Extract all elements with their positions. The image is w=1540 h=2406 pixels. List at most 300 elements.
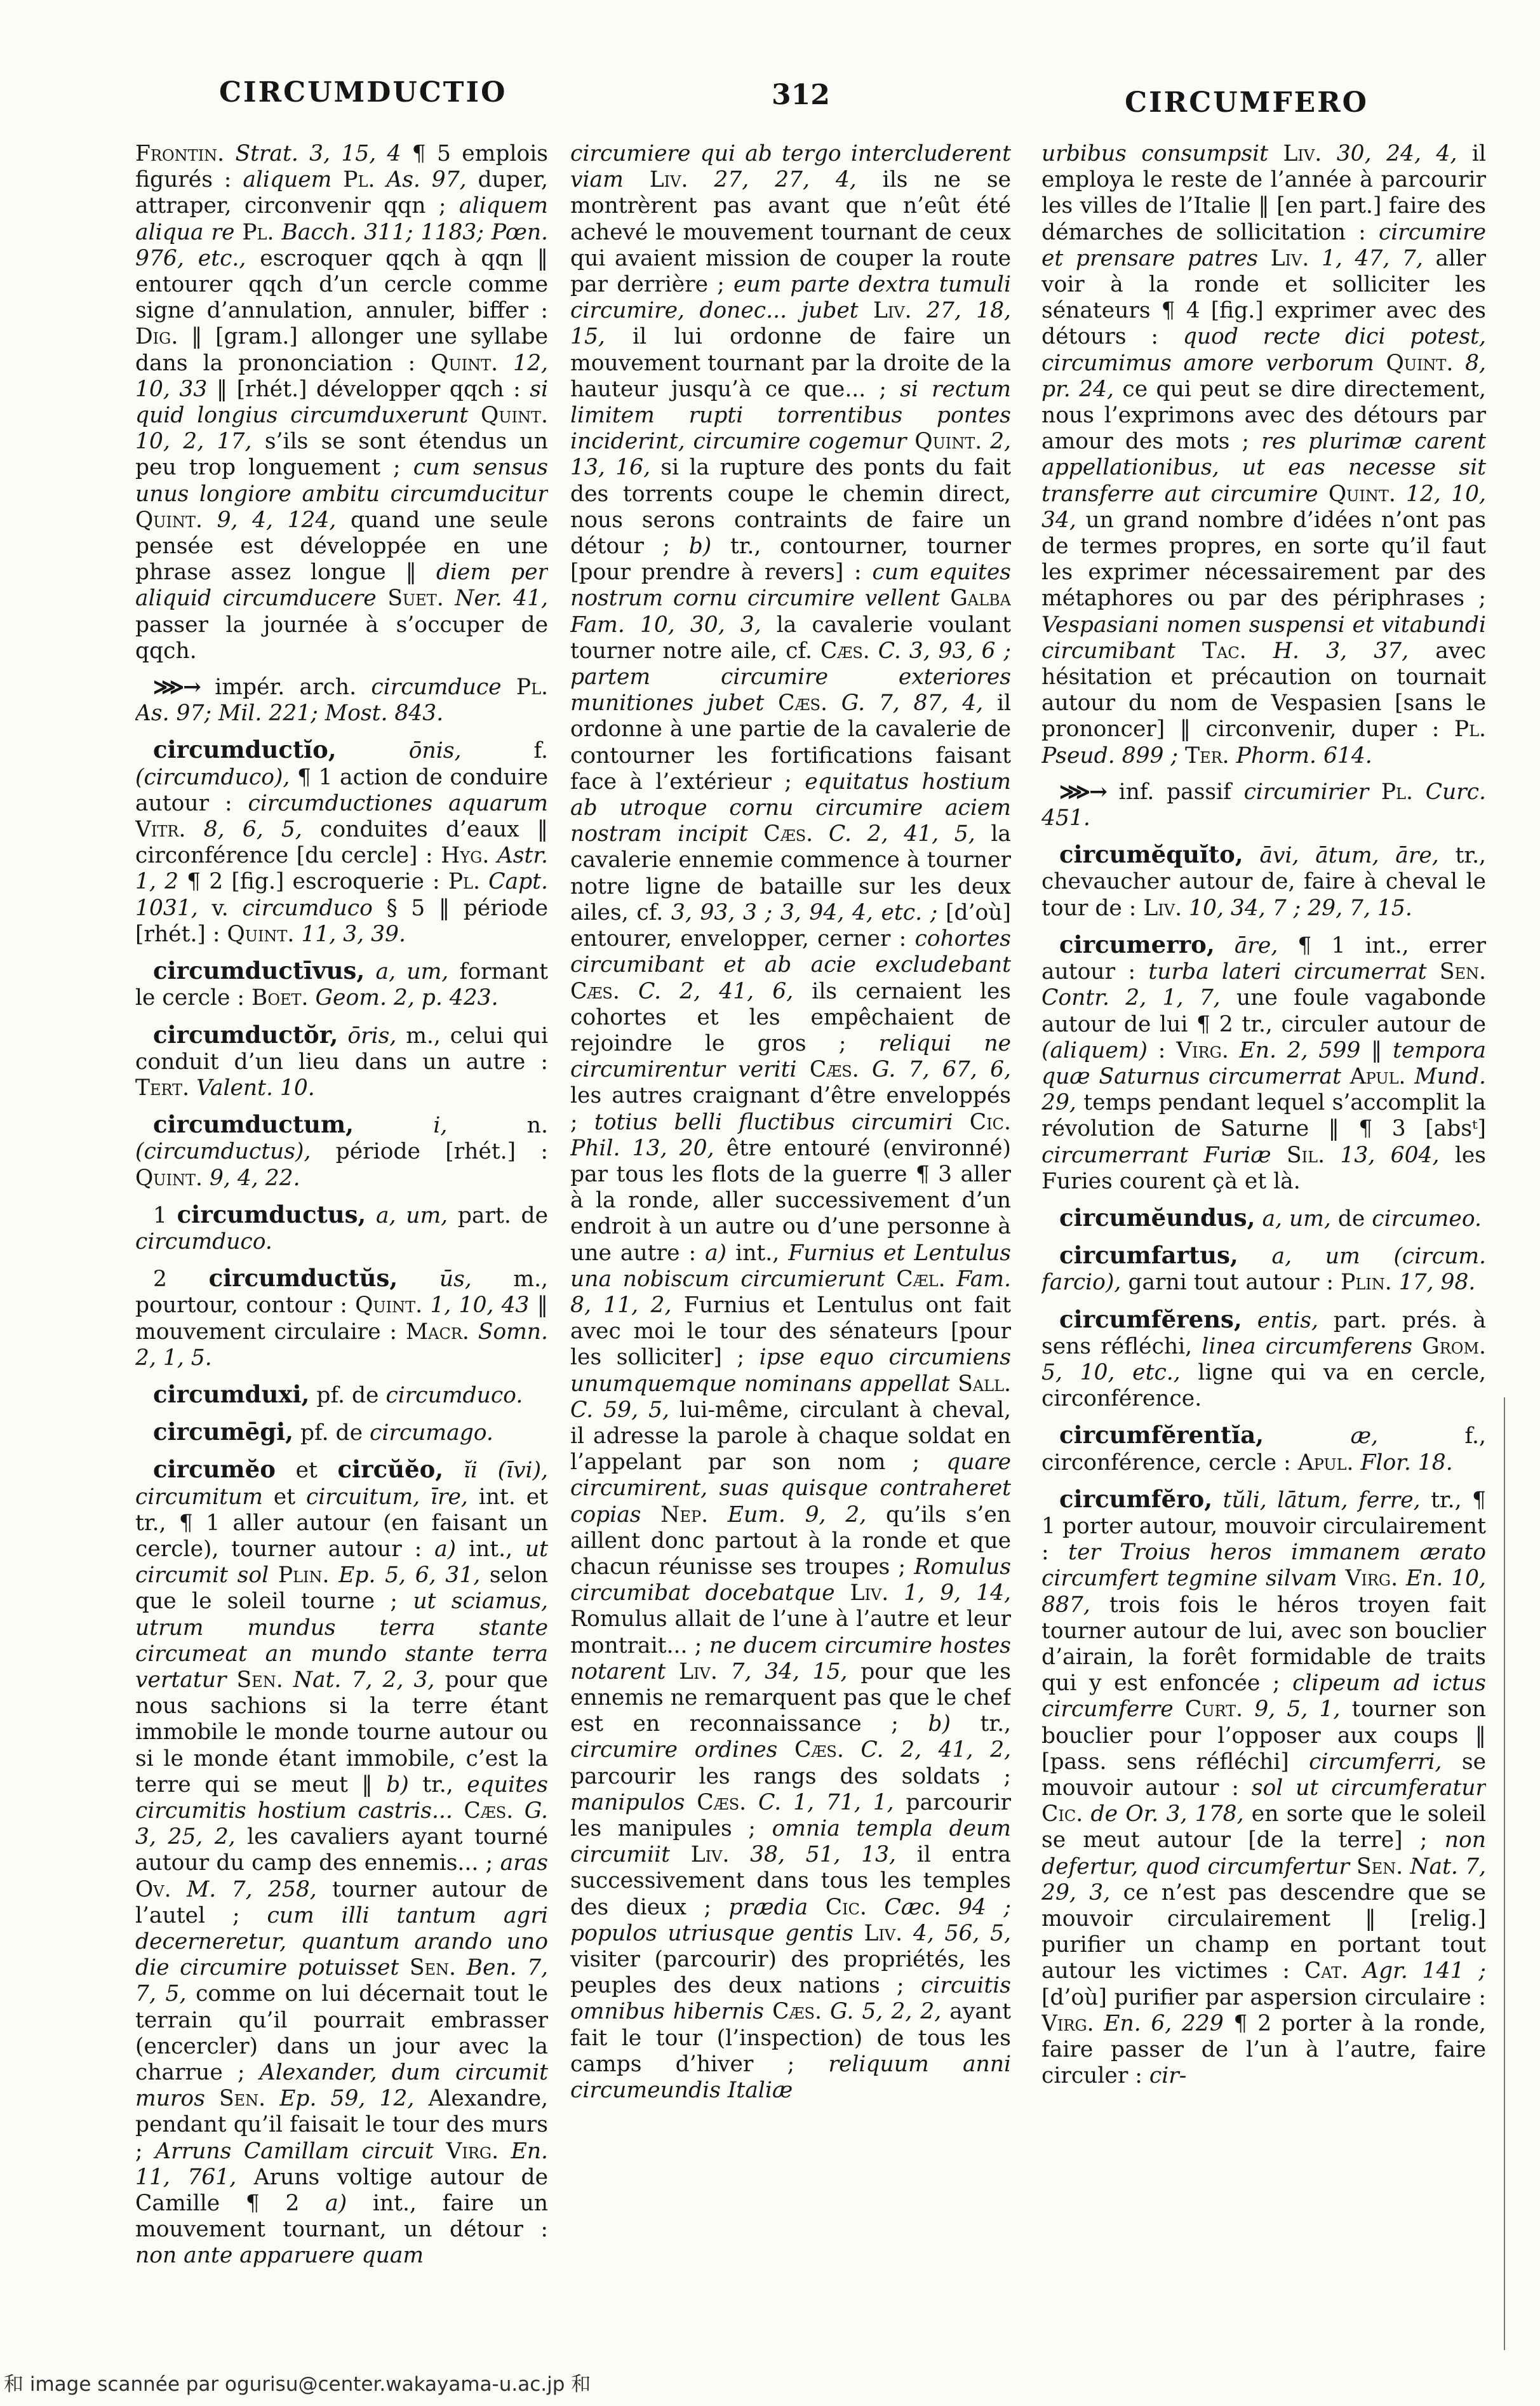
entry-text [854,1921,864,1946]
entry-text [1175,638,1202,664]
small-caps-text: Cæs. [697,1789,747,1815]
italic-text: Curc. 451. [1041,779,1486,831]
entry-text: Alexandre, pendant qu’il faisait le tour des murs ; [135,2086,548,2164]
entry-text [331,167,343,192]
entry-text: tr., ¶ 1 porter autour, mouvoir circulairement : [1041,1487,1486,1566]
italic-text: Capt. 1031, [135,869,548,921]
italic-text: æ, [1350,1423,1378,1449]
entry-text: qu’ils s’en aillent donc partout à la ronde et que chacun réunisse ses troupes ; [570,1502,1011,1580]
entry-text [294,922,301,947]
page-number: 312 [772,79,830,111]
italic-text: Nat. 7, 2, 3, [293,1667,435,1693]
italic-text: Mund. 29, [1041,1063,1486,1116]
small-caps-text: Pl. [448,869,480,895]
entry-text: f. [461,738,548,764]
italic-text: 4, 56, 5, [913,1920,1011,1946]
small-caps-text: Boet. [251,985,309,1011]
italic-text: cum illi tantum agri decerneretur, quantum arando uno die circumire potuisset [135,1902,548,1981]
dictionary-entry [1041,842,1486,922]
entry-text: ‖ mouvement circulaire : [135,1293,548,1345]
entry-text: tr., chevaucher autour de, faire à cheval le tour de : [1041,843,1486,921]
italic-text: 12, 10, 34, [1041,481,1486,533]
entry-text: en sorte que le soleil se meut autour [de la terre] ; [1041,1801,1486,1853]
entry-text [398,1267,439,1292]
italic-text: Ep. 5, 6, 31, [338,1563,481,1589]
column-middle [570,141,1011,2339]
italic-text: circumductiones aquarum [248,790,548,816]
italic-text: Phil. 13, 20, [570,1135,714,1161]
entry-text [946,1267,957,1292]
entry-text [1341,1064,1350,1089]
italic-text: non defertur, quod circumfertur [1041,1827,1486,1879]
entry-text [434,2139,446,2164]
small-caps-text: Liv. [679,1658,718,1684]
italic-text: manipulos [570,1789,685,1815]
italic-text: reliquum anni circumeundis Italiæ [570,2051,1011,2104]
italic-text: 10, 34, 7 ; 29, 7, 15. [1189,895,1412,921]
italic-text: 27, 18, 15, [570,298,1011,350]
italic-text: ut sciamus, utrum mundus terra stante circumeat an mundo stante terra vertatur [135,1589,548,1693]
entry-text: ‖ [gram.] allonger une syllabe dans la prononciation : [135,324,548,376]
entry-text: se mouvoir autour : [1041,1749,1486,1801]
small-caps-text: Plin. [278,1563,330,1589]
italic-text: Ner. 41, [455,586,548,612]
dictionary-entry [1041,1422,1486,1475]
italic-text: Geom. 2, p. 423. [315,985,499,1011]
headword: circumĕundus, [1059,1203,1255,1232]
italic-text: C. 2, 41, 6, [638,978,794,1004]
headword: circumfĕro, [1059,1484,1213,1513]
entry-text [1229,743,1236,769]
small-caps-text: Vitr. [135,817,186,843]
entry-text [906,429,914,454]
small-caps-text: Sall. [958,1371,1011,1397]
entry-text [808,1895,825,1920]
entry-text [1405,1064,1414,1089]
entry-text [309,985,316,1011]
italic-text: non ante apparuere quam [135,2243,424,2269]
italic-text: ĭi (īvi), circumitum [135,1458,548,1510]
italic-text: G. 3, 25, 2, [135,1798,548,1850]
italic-text: Fam. 8, 11, 2, [570,1266,1011,1318]
entry-text [480,869,488,894]
italic-text: C. 2, 41, 2, [860,1737,1011,1763]
italic-text: 10, 2, 17, [135,429,252,455]
entry-text [1396,481,1406,507]
entry-text [365,959,375,985]
entry-text [708,1502,728,1528]
entry-text [912,298,927,323]
entry-text [338,1023,347,1049]
entry-text: ‖ [1360,1037,1393,1063]
entry-text [953,1110,970,1135]
small-caps-text: Cæs. [570,978,620,1004]
entry-text [1242,1308,1257,1333]
italic-text: C. 3, 93, 6 ; partem circumire exteriores munitiones jubet [570,638,1011,716]
column-right [1041,141,1486,2339]
entry-text [748,821,764,847]
entry-text [1453,351,1465,376]
small-caps-text: Apul. [1349,1063,1406,1089]
italic-text: cohortes circumibant et ab acie excludebant [570,926,1011,978]
entry-text: pf. de [309,1382,386,1408]
italic-text: circumago. [370,1420,493,1446]
italic-text: Valent. 10. [196,1075,315,1101]
italic-text: sol ut circumferatur [1251,1775,1486,1801]
entry-text: quand une seule pensée est développée en une phrase assez longue ‖ [135,507,548,586]
italic-text: ipse equo circumiens unumquemque nominans appellat [570,1345,1011,1397]
italic-text: circumerrant Furiæ [1041,1142,1271,1168]
entry-text: Romulus allait de l’une à l’autre et leur montrait... ; [570,1606,1011,1658]
italic-text: 38, 51, 13, [750,1842,897,1868]
entry-text [205,2086,219,2111]
headword: circumduxi, [153,1380,310,1408]
italic-text: Arruns Camillam circuit [155,2138,434,2164]
italic-text: En. 6, 229 [1104,2010,1224,2036]
entry-text [764,690,778,716]
entry-text [498,351,513,376]
entry-text: tr., [950,1711,1011,1737]
small-caps-text: Nep. [660,1502,709,1528]
italic-text: omnia templa deum circumiit [570,1816,1011,1868]
entry-text: § 5 ‖ période [rhét.] : [135,895,548,947]
entry-text [797,1057,810,1082]
entry-text: ayant fait le tour (l’inspection) de tous les camps d’hiver ; [570,1999,1011,2077]
entry-text [375,167,386,192]
small-caps-text: Liv. [690,1842,730,1868]
italic-text: Flor. 18. [1360,1449,1453,1475]
entry-text [1243,1697,1254,1722]
small-caps-text: Quint. [914,429,982,455]
small-caps-text: Cæs. [794,1737,844,1763]
entry-text [1325,1143,1340,1168]
entry-text [777,1737,794,1763]
small-caps-text: Cæl. [896,1266,946,1292]
headword: circumĕo [153,1455,276,1484]
entry-text [1174,1697,1185,1722]
entry-text [185,817,203,842]
entry-text [1264,1423,1351,1449]
entry-text [729,1842,750,1867]
small-caps-text: Sen. [1356,1853,1403,1879]
entry-text: il ordonne à une partie de la cavalerie de contourner les fortifications faisant face à l’extérieur ; [570,690,1011,795]
entry-text: la cavalerie voulant tourner notre aile, cf. [570,612,1011,664]
entry-text: Furnius et Lentulus ont fait avec moi le tour des sénateurs [pour les solliciter] ; [570,1292,1011,1371]
italic-text: si rectum limitem rupti torrentibus pontes inciderint, circumire cogemur [570,376,1011,455]
italic-text: 8, pr. 24, [1041,350,1486,402]
dictionary-entry [135,958,548,1011]
dictionary-entry [1041,1307,1486,1413]
entry-text: pour que nous sachions si la terre étant immobile le monde tourne autour ou si le monde étant immobile, c’est la terre qui se meut ‖ [135,1667,548,1798]
italic-text: tempora quæ Saturnus circumerrat [1041,1037,1486,1089]
small-caps-text: Suet. [387,586,444,612]
entry-text [1318,481,1329,507]
entry-text: [d’où] purifier par aspersion circulaire : [1041,1984,1486,2010]
dictionary-entry [1041,932,1486,1195]
entry-text [1403,1854,1410,1879]
italic-text: circumduco. [135,1228,272,1254]
entry-text: être entouré (environné) par tous les flots de la guerre ¶ 3 aller à la ronde, aller successivement d’un endroit à un autre ou d’une personne à une autre : [570,1135,1011,1266]
small-caps-text: Pl. [343,167,375,193]
entry-text [499,2139,511,2164]
entry-text [1374,351,1386,376]
headword: circumfartus, [1059,1241,1238,1270]
entry-text: ¶ 1 action de conduire autour : [135,764,548,816]
italic-text: 8, 6, 5, [203,817,302,843]
entry-text [885,1267,897,1292]
headword: circŭĕo, [337,1455,444,1484]
entry-text [940,586,950,611]
entry-text [1243,843,1260,868]
dictionary-entry [1041,141,1486,769]
entry-text: il entra successivement dans tous les temples des dieux ; [570,1842,1011,1920]
entry-text [822,1999,830,2024]
italic-text: a, um, [375,959,449,985]
entry-text [468,403,481,428]
entry-text: ¶ 2 [fig.] escroquerie : [178,869,448,895]
italic-text: Somn. 2, 1, 5. [135,1319,548,1371]
italic-text: eum parte dextra tumuli circumire, donec... jubet [570,272,1011,324]
small-caps-text: Cæs. [809,1057,859,1083]
small-caps-text: Ter. [1185,743,1229,769]
italic-text: 13, 604, [1340,1142,1440,1168]
small-caps-text: Quint. [481,403,548,429]
italic-text: 9, 4, 22. [209,1165,300,1191]
small-caps-text: Sen. [1439,959,1486,985]
entry-text: ce qui peut se dire directement, nous l’exprimons avec des détours par amour des mots ; [1041,376,1486,455]
small-caps-text: Liv. [850,1580,889,1606]
headword: circumductŭs, [208,1264,398,1293]
italic-text: 11, 3, 39. [301,921,406,947]
italic-text: Vespasiani nomen suspensi et vitabundi circumibant [1041,612,1486,664]
entry-text [867,1895,884,1920]
headword: circumerro, [1059,930,1215,958]
entry-text: période [rhét.] : [311,1139,548,1165]
entry-text: passer la journée à s’occuper de qqch. [135,612,548,664]
entry-text [422,1293,430,1318]
italic-text: totius belli fluctibus circumiri [594,1109,953,1135]
italic-text: 2, 13, 16, [570,429,1011,481]
italic-text: C. 1, 71, 1, [758,1789,894,1815]
entry-text: tr., [408,1771,467,1798]
italic-text: Bacch. 311; 1183; Pœn. 976, etc., [135,219,548,271]
italic-text: ōris, [347,1023,397,1049]
headword: circumfĕrens, [1059,1305,1242,1333]
small-caps-text: Hyg. [441,843,490,869]
entry-text [1215,933,1235,958]
entry-text [443,1458,464,1483]
italic-text: circumire ordines [570,1737,778,1763]
small-caps-text: Dig. [135,324,178,350]
entry-text [456,1955,467,1980]
dictionary-entry [1041,1242,1486,1296]
italic-text: En. 2, 599 [1239,1037,1361,1063]
small-caps-text: Quint. [135,507,203,533]
italic-text: circumiere qui ab tergo intercluderent viam [570,141,1011,193]
italic-text: ōnis, [408,738,462,764]
entry-text: escroquer qqch à qqn ‖ entourer qqch d’un cercle comme signe d’annulation, annuler, biffer : [135,245,548,324]
entry-text [1349,1854,1356,1879]
small-caps-text: Cæs. [763,821,814,847]
small-caps-text: Grom. [1422,1333,1486,1359]
entry-text [330,1563,339,1588]
small-caps-text: Tert. [135,1075,190,1101]
entry-text [764,1999,772,2024]
entry-text: trois fois le héros troyen fait tourner autour de lui, avec son bouclier d’airain, la forêt formidable de traits qui y est enfoncée ; [1041,1592,1486,1697]
small-caps-text: Quint. [1386,350,1454,376]
entry-text: inf. passif [1106,779,1244,805]
headword: circumĕquĭto, [1059,840,1243,869]
italic-text: Agr. 141 ; [1363,1958,1486,1984]
italic-text: circumire et prensare patres [1041,219,1486,271]
arrow-symbol: ⋙→ [1059,779,1106,805]
headword: circumductīvus, [153,957,365,985]
entry-text [718,1659,731,1684]
small-caps-text: Cat. [1304,1958,1349,1984]
small-caps-text: Liv. [649,167,688,193]
small-caps-text: Pl. [242,219,274,245]
small-caps-text: Liv. [1143,895,1182,921]
italic-text: 9, 4, 124, [217,507,337,533]
entry-text: et [262,1484,306,1510]
italic-text: H. 3, 37, [1273,638,1409,664]
italic-text: aliquem [243,167,332,193]
entry-text [1238,1244,1272,1269]
entry-text: int., [726,1240,789,1266]
italic-text: i, [433,1113,448,1139]
italic-text: prædia [728,1894,808,1920]
italic-text: circumduco [242,895,373,921]
entry-text: aller voir à la ronde et solliciter les sénateurs ¶ 4 [fig.] exprimer avec des détours : [1041,245,1486,350]
italic-text: ut circumit sol [135,1536,548,1589]
entry-text: selon que le soleil tourne ; [135,1563,548,1615]
entry-text: m., celui qui conduit d’un lieu dans un autre : [135,1023,548,1075]
italic-text: reliqui ne circumirentur veriti [570,1030,1011,1083]
page-header [0,64,1540,127]
small-caps-text: Frontin. [135,141,225,166]
italic-text: Eum. 9, 2, [727,1502,867,1528]
italic-text: ter Troius heros immanem ærato circumfert tegmine silvam [1041,1540,1486,1592]
entry-text [950,1371,958,1397]
entry-text: lui-même, circulant à cheval, il adresse la parole à chaque soldat en l’appelant par son nom ; [570,1397,1011,1475]
italic-text: 17, 98. [1398,1270,1476,1296]
entry-text: : [1148,1037,1177,1063]
entry-text: tourner autour de l’autel ; [135,1876,548,1928]
italic-text: āre, [1234,932,1278,958]
dictionary-entry [135,1419,548,1446]
small-caps-text: Pl. [1381,779,1413,805]
entry-text [226,1667,236,1693]
headword: circumductum, [153,1110,354,1139]
small-caps-text: Quint. [355,1293,423,1319]
small-caps-text: Pl. [516,675,548,701]
entry-text [746,1790,758,1815]
entry-text [982,429,990,454]
entry-text [502,675,516,700]
entry-text [269,1563,278,1588]
entry-text: les Furies courent çà et là. [1041,1142,1486,1194]
italic-text: de Or. 3, 178, [1090,1801,1244,1827]
italic-text: circumferri, [1309,1749,1442,1775]
italic-text: aras [500,1850,548,1876]
italic-text: quare circumirent, suas quisque contraheret copias [570,1449,1011,1528]
entry-text: duper, attraper, circonvenir qqn ; [135,167,548,219]
dictionary-entry [135,1112,548,1192]
column-left [135,141,548,2339]
italic-text: entis, [1257,1307,1318,1333]
entry-text [1247,638,1273,664]
small-caps-text: Quint. [227,921,295,947]
entry-text [513,1798,525,1824]
headword: circumēgi, [153,1418,294,1446]
entry-text [224,141,235,166]
small-caps-text: Cic. [1041,1801,1083,1827]
entry-text: les autres craignant d’être enveloppés ; [570,1083,1011,1135]
italic-text: 27, 27, 4, [714,167,857,193]
dictionary-entry [135,141,548,664]
entry-text [1268,141,1283,166]
entry-text: m., pourtour, contour : [135,1267,548,1319]
entry-text [469,1319,478,1345]
small-caps-text: Liv. [1270,245,1309,271]
entry-text: parcourir les manipules ; [570,1789,1011,1841]
small-caps-text: Virg. [1345,1566,1398,1592]
small-caps-text: Curt. [1184,1697,1243,1723]
entry-text: pour que les ennemis ne remarquent pas que le chef est en reconnaissance ; [570,1658,1011,1737]
entry-text: 2 [153,1267,209,1293]
entry-text: pf. de [293,1420,370,1446]
entry-text [234,220,242,245]
italic-text: circumeo. [1372,1206,1482,1232]
entry-text: visiter (parcourir) des propriétés, les peuples des deux nations ; [570,1947,1011,1999]
italic-text: As. 97; Mil. 221; Most. 843. [135,701,444,727]
small-caps-text: Cæs. [464,1798,514,1824]
italic-text: 1, 10, 43 [430,1293,530,1319]
entry-text: ils ne se montrèrent pas avant que n’eût été achevé le mouvement tournant de ceux qui avaient mission de couper la route par derrière ; [570,167,1011,298]
entry-text [1178,743,1185,769]
small-caps-text: Cic. [969,1109,1011,1135]
italic-text: 5, 10, etc., [1041,1359,1181,1385]
entry-text [399,1955,410,1980]
italic-text: res plurimæ carent appellationibus, ut eas necesse sit transferre aut circumire [1041,429,1486,507]
entry-text: si la rupture des ponts du fait des torrents coupe le chemin direct, nous serons contraints de faire un détour ; [570,455,1011,560]
entry-text: ¶ 2 porter à la ronde, faire passer de l’un à l’autre, faire circuler : [1041,2010,1486,2089]
entry-text: int. et tr., ¶ 1 aller autour (en faisant un cercle), tourner autour : [135,1484,548,1562]
italic-text: 1, 9, 14, [904,1580,1011,1606]
entry-text [274,220,281,245]
entry-text [189,1075,196,1101]
entry-text: un grand nombre d’idées n’ont pas de termes propres, en sorte qu’il faut les exprimer nécessairement par des métaphores ou par des périphrases ; [1041,507,1486,612]
entry-text [203,1166,210,1191]
italic-text: 30, 24, 4, [1336,141,1457,166]
small-caps-text: Sen. [219,2086,266,2112]
italic-text: Fam. 10, 30, 3, [570,612,761,638]
entry-text [1354,1450,1361,1475]
entry-text [1348,1958,1363,1984]
small-caps-text: Cæs. [772,1999,822,2025]
italic-text: urbibus consumpsit [1041,141,1268,166]
small-caps-text: Cic. [825,1894,867,1920]
italic-text: linea circumferens [1202,1333,1412,1359]
entry-text: part. de [448,1202,548,1228]
entry-text: ¶ 5 emplois figurés : [135,141,548,193]
entry-text [859,298,873,323]
entry-text [171,1877,187,1902]
entry-text [1413,779,1426,805]
entry-text [1427,959,1440,985]
italic-text: turba lateri circumerrat [1148,959,1427,985]
dictionary-entry [135,675,548,727]
